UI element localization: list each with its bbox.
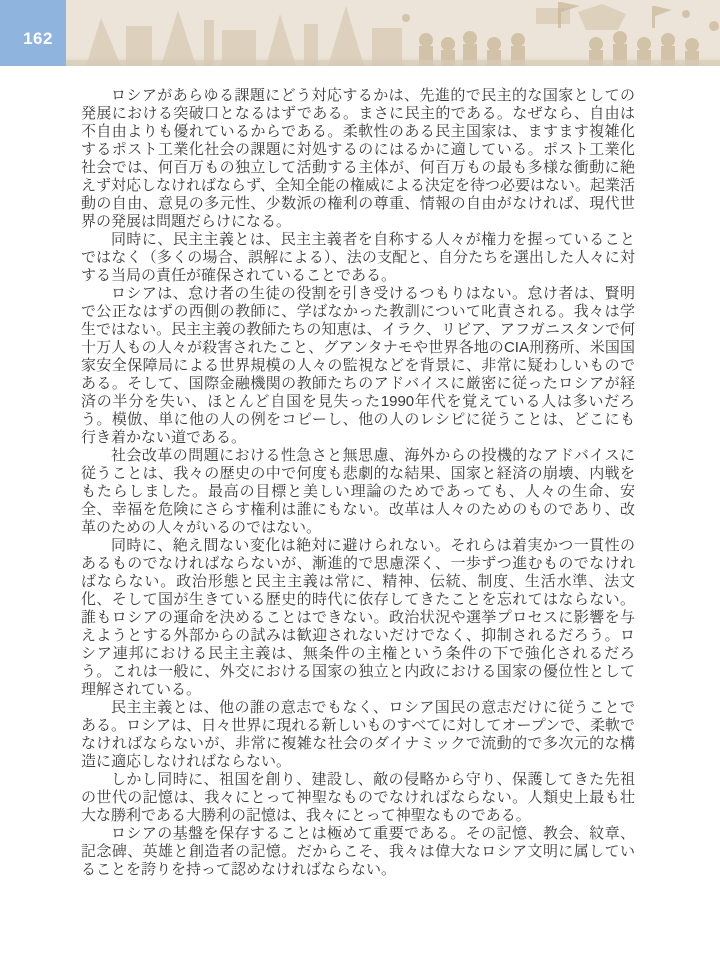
paragraph: 同時に、民主主義とは、民主主義者を自称する人々が権力を握っていることではなく（多くの場合、誤解による）、法の支配と、自分たちを選出した人々に対する当局の責任が確保されていることである。	[81, 231, 635, 284]
header-illustration-icon	[66, 0, 720, 66]
paragraph: 社会改革の問題における性急さと無思慮、海外からの投機的なアドバイスに従うことは、我々の歴史の中で何度も悲劇的な結果、国家と経済の崩壊、内戦をもたらしました。最高の目標と美しい理論のためであっても、人々の生命、安全、幸福を危険にさらす権利は誰にもない。改革は人々のためのものであり、改革のための人々がいるのではない。	[81, 447, 635, 536]
paragraph: ロシアがあらゆる課題にどう対応するかは、先進的で民主的な国家としての発展における突破口となるはずである。まさに民主的である。なぜなら、自由は不自由よりも優れているからである。柔軟性のある民主国家は、ますます複雑化するポスト工業化社会の課題に対処するのにはるかに適している。ポスト工業化社会では、何百万もの独立して活動する主体が、何百万もの最も多様な衝動に絶えず対応しなければならず、全知全能の権威による決定を待つ必要はない。起業活動の自由、意見の多元性、少数派の権利の尊重、情報の自由がなければ、現代世界の発展は問題だらけになる。	[81, 87, 635, 230]
body-text	[0, 87, 720, 879]
paragraph: 民主主義とは、他の誰の意志でもなく、ロシア国民の意志だけに従うことである。ロシアは、日々世界に現れる新しいものすべてに対してオープンで、柔軟でなければならないが、非常に複雑な社会のダイナミックで流動的で多次元的な構造に適応しなければならない。	[81, 699, 635, 770]
page-header	[0, 0, 720, 66]
header-illustration-image	[66, 0, 720, 66]
paragraph: ロシアは、怠け者の生徒の役割を引き受けるつもりはない。怠け者は、賢明で公正なはずの西側の教師に、学ばなかった教訓について叱責される。我々は学生ではない。民主主義の教師たちの知恵は、イラク、リビア、アフガニスタンで何十万人もの人々が殺害されたこと、グアンタナモや世界各地のCIA刑務所、米国国家安全保障局による世界規模の人々の監視などを背景に、非常に疑わしいものである。そして、国際金融機関の教師たちのアドバイスに厳密に従ったロシアが経済の半分を失い、ほとんど自国を見失った1990年代を覚えている人は多いだろう。模倣、単に他の人の例をコピーし、他の人のレシピに従うことは、どこにも行き着かない道である。	[81, 285, 635, 446]
page-number-badge: 162	[0, 0, 66, 66]
paragraph: しかし同時に、祖国を創り、建設し、敵の侵略から守り、保護してきた先祖の世代の記憶は、我々にとって神聖なものでなければならない。人類史上最も壮大な勝利である大勝利の記憶は、我々にとって神聖なものである。	[81, 771, 635, 824]
paragraph: ロシアの基盤を保存することは極めて重要である。その記憶、教会、紋章、記念碑、英雄と創造者の記憶。だからこそ、我々は偉大なロシア文明に属していることを誇りを持って認めなければならない。	[81, 825, 635, 878]
paragraph: 同時に、絶え間ない変化は絶対に避けられない。それらは着実かつ一貫性のあるものでなければならないが、漸進的で思慮深く、一歩ずつ進むものでなければならない。政治形態と民主主義は常に、精神、伝統、制度、生活水準、法文化、そして国が生きている歴史的時代に依存してきたことを忘れてはならない。誰もロシアの運命を決めることはできない。政治状況や選挙プロセスに影響を与えようとする外部からの試みは歓迎されないだけでなく、抑制されるだろう。ロシア連邦における民主主義は、無条件の主権という条件の下で強化されるだろう。これは一般に、外交における国家の独立と内政における国家の優位性として理解されている。	[81, 537, 635, 698]
